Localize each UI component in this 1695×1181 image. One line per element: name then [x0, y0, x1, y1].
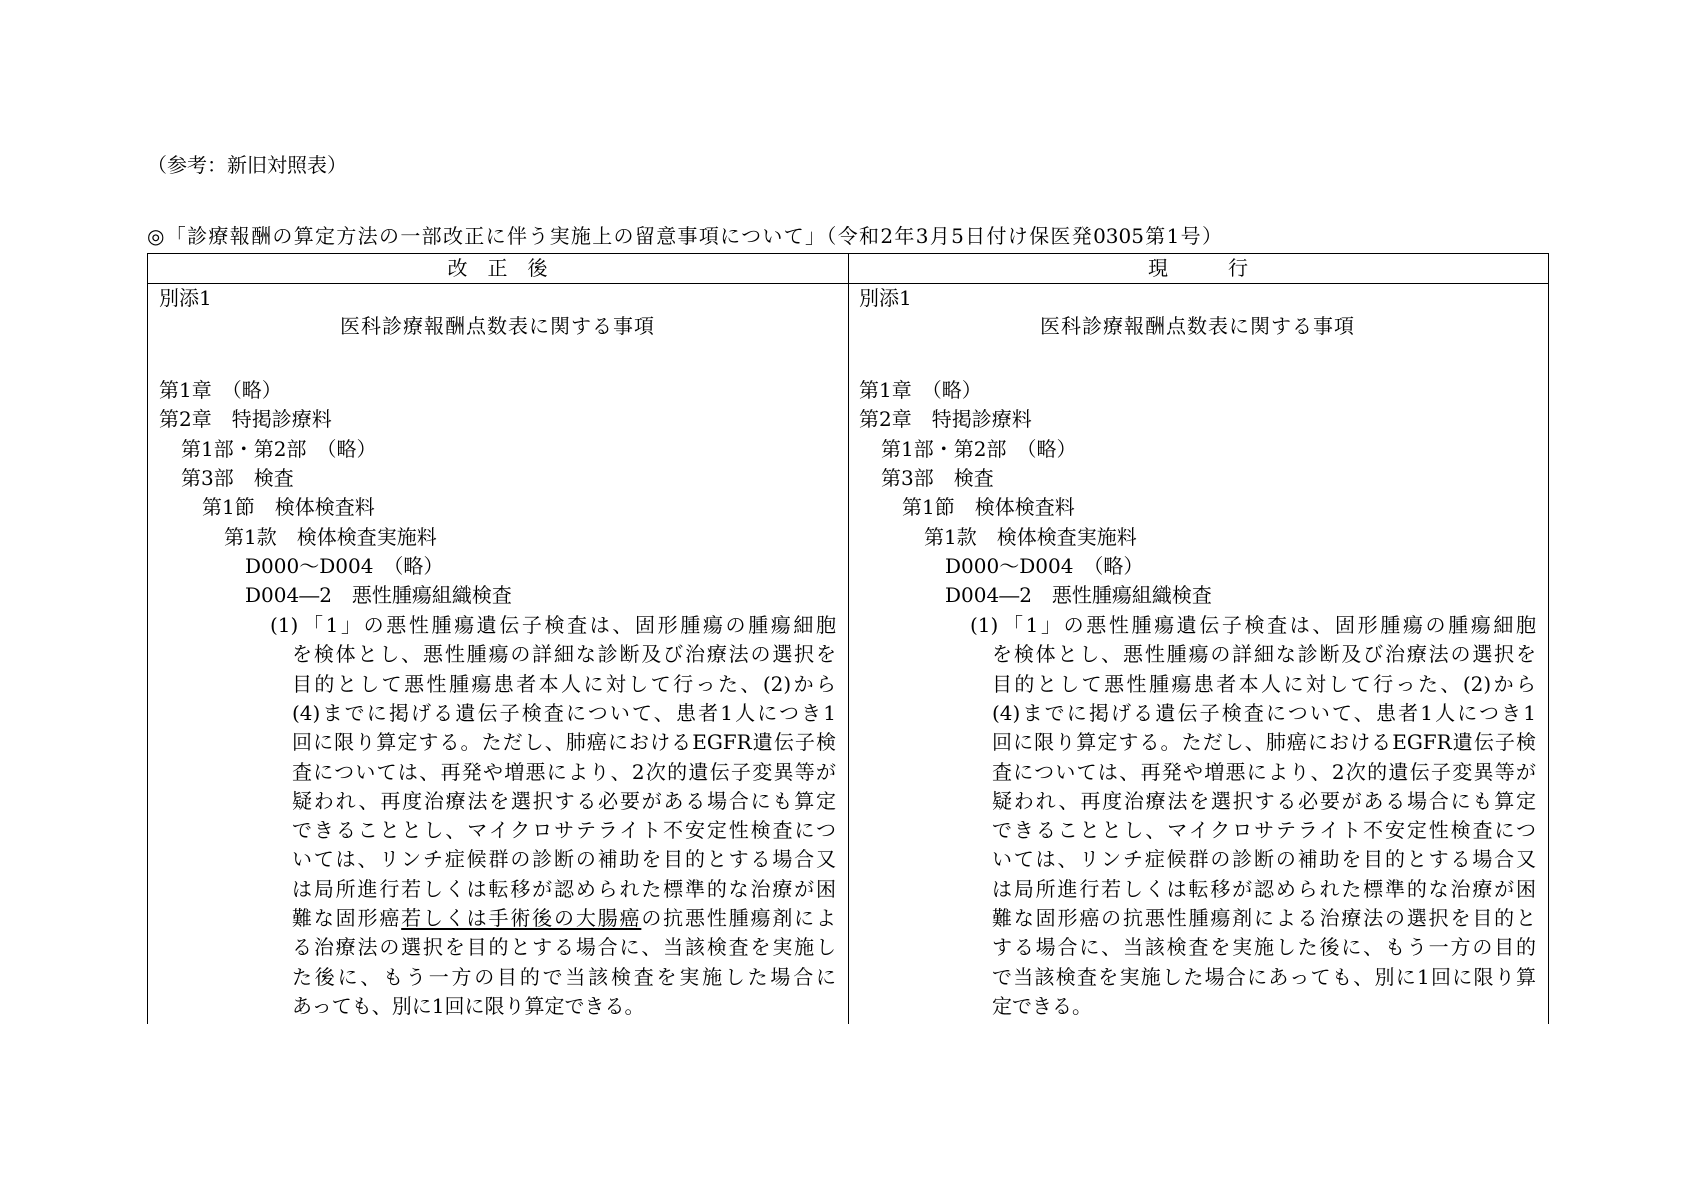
section-title: 医科診療報酬点数表に関する事項: [340, 314, 655, 338]
outline-item: 第2章 特掲診療料: [159, 407, 332, 432]
text-segment: は局所進行若しくは転移が認められた標準的な治療が困: [992, 876, 1536, 901]
underlined-amendment: 若しくは手術後の大腸癌: [401, 906, 642, 930]
header-current: 現 行: [1148, 256, 1248, 280]
text-segment: (4)までに掲げる遺伝子検査について、患者1人につき1: [292, 700, 836, 725]
outline-item: D004―2 悪性腫瘍組織検査: [245, 583, 512, 608]
paragraph-line: [292, 727, 836, 757]
text-segment: いては、リンチ症候群の診断の補助を目的とする場合又: [992, 847, 1536, 872]
paragraph-line: [992, 698, 1536, 728]
paragraph-line: [992, 639, 1536, 669]
paragraph-line: [992, 727, 1536, 757]
text-segment: は局所進行若しくは転移が認められた標準的な治療が困: [292, 876, 836, 901]
text-segment: 回に限り算定する。ただし、肺癌におけるEGFR遺伝子検: [292, 730, 836, 755]
paragraph-line: [292, 698, 836, 728]
paragraph-line: [992, 962, 1536, 992]
paragraph-line: [992, 669, 1536, 699]
outline-item: 第1款 検体検査実施料: [924, 524, 1137, 549]
outline-item: 第2章 特掲診療料: [859, 407, 1032, 432]
paragraph-line: [292, 639, 836, 669]
paragraph-line: [992, 757, 1536, 787]
text-segment: いては、リンチ症候群の診断の補助を目的とする場合又: [292, 847, 836, 872]
section-title: 医科診療報酬点数表に関する事項: [1040, 314, 1355, 338]
outline-item: 第1部・第2部 （略）: [181, 436, 377, 461]
outline-item: D000～D004 （略）: [945, 553, 1144, 578]
paragraph-line: [992, 874, 1536, 904]
text-segment: を検体とし、悪性腫瘍の詳細な診断及び治療法の選択を: [992, 642, 1536, 667]
outline-item: 第3部 検査: [181, 465, 294, 490]
text-segment: できることとし、マイクロサテライト不安定性検査につ: [992, 818, 1536, 843]
paragraph-line: [292, 932, 836, 962]
paragraph-line: [292, 903, 836, 933]
paragraph-line: [292, 874, 836, 904]
reference-label: （参考：新旧対照表）: [147, 153, 347, 177]
text-segment: する場合に、当該検査を実施した後に、もう一方の目的: [992, 935, 1536, 960]
text-segment: た後に、もう一方の目的で当該検査を実施した場合に: [292, 964, 836, 989]
text-segment: 査については、再発や増悪により、2次的遺伝子変異等が: [292, 759, 836, 784]
paragraph-line: [292, 786, 836, 816]
outline-item: 第1章 （略）: [159, 378, 282, 402]
paragraph-line: [303, 610, 836, 640]
table-middle-border: [848, 253, 849, 1024]
annex-label: 別添1: [159, 286, 212, 310]
text-segment: の抗悪性腫瘍剤によ: [641, 906, 837, 930]
text-segment: 難な固形癌の抗悪性腫瘍剤による治療法の選択を目的と: [992, 906, 1536, 930]
annex-label: 別添1: [859, 286, 912, 310]
paragraph-line: [992, 932, 1536, 962]
text-segment: る治療法の選択を目的とする場合に、当該検査を実施し: [292, 935, 836, 960]
text-segment: 疑われ、再度治療法を選択する必要がある場合にも算定: [992, 788, 1536, 813]
text-segment: できることとし、マイクロサテライト不安定性検査につ: [292, 818, 836, 843]
paragraph-line: [292, 991, 836, 1021]
paragraph-line: [292, 669, 836, 699]
text-segment: 定できる。: [992, 993, 1092, 1018]
outline-item: 第1章 （略）: [859, 378, 982, 402]
text-segment: (4)までに掲げる遺伝子検査について、患者1人につき1: [992, 700, 1536, 725]
text-segment: を検体とし、悪性腫瘍の詳細な診断及び治療法の選択を: [292, 642, 836, 667]
paragraph-line: [1003, 610, 1536, 640]
table-right-border: [1548, 253, 1549, 1024]
outline-item: D004―2 悪性腫瘍組織検査: [945, 583, 1212, 608]
paragraph-line: [292, 757, 836, 787]
outline-item: D000～D004 （略）: [245, 553, 444, 578]
outline-item: 第3部 検査: [881, 465, 994, 490]
outline-item: 第1款 検体検査実施料: [224, 524, 437, 549]
notice-title: ◎「診療報酬の算定方法の一部改正に伴う実施上の留意事項について」（令和2年3月5日付け保医発0305第1号）: [147, 224, 1222, 248]
item-number: (1): [970, 613, 999, 637]
text-segment: 目的として悪性腫瘍患者本人に対して行った、(2)から: [292, 671, 836, 696]
paragraph-line: [292, 844, 836, 874]
text-segment: 査については、再発や増悪により、2次的遺伝子変異等が: [992, 759, 1536, 784]
table-left-border: [147, 253, 148, 1024]
paragraph-line: [292, 815, 836, 845]
outline-item: 第1部・第2部 （略）: [881, 436, 1077, 461]
text-segment: 目的として悪性腫瘍患者本人に対して行った、(2)から: [992, 671, 1536, 696]
text-segment: あっても、別に1回に限り算定できる。: [292, 993, 645, 1018]
paragraph-line: [292, 962, 836, 992]
text-segment: 回に限り算定する。ただし、肺癌におけるEGFR遺伝子検: [992, 730, 1536, 755]
item-number: (1): [270, 613, 299, 637]
text-segment: 難な固形癌: [292, 906, 402, 930]
header-revised: 改 正 後: [447, 256, 548, 280]
outline-item: 第1節 検体検査料: [902, 495, 1075, 520]
paragraph-line: [992, 991, 1536, 1021]
paragraph-line: [992, 786, 1536, 816]
text-segment: 「1」の悪性腫瘍遺伝子検査は、固形腫瘍の腫瘍細胞: [1003, 613, 1536, 637]
paragraph-line: [992, 844, 1536, 874]
text-segment: 「1」の悪性腫瘍遺伝子検査は、固形腫瘍の腫瘍細胞: [303, 613, 836, 637]
paragraph-line: [992, 903, 1536, 933]
text-segment: 疑われ、再度治療法を選択する必要がある場合にも算定: [292, 788, 836, 813]
text-segment: で当該検査を実施した場合にあっても、別に1回に限り算: [992, 964, 1536, 989]
paragraph-line: [992, 815, 1536, 845]
outline-item: 第1節 検体検査料: [202, 495, 375, 520]
